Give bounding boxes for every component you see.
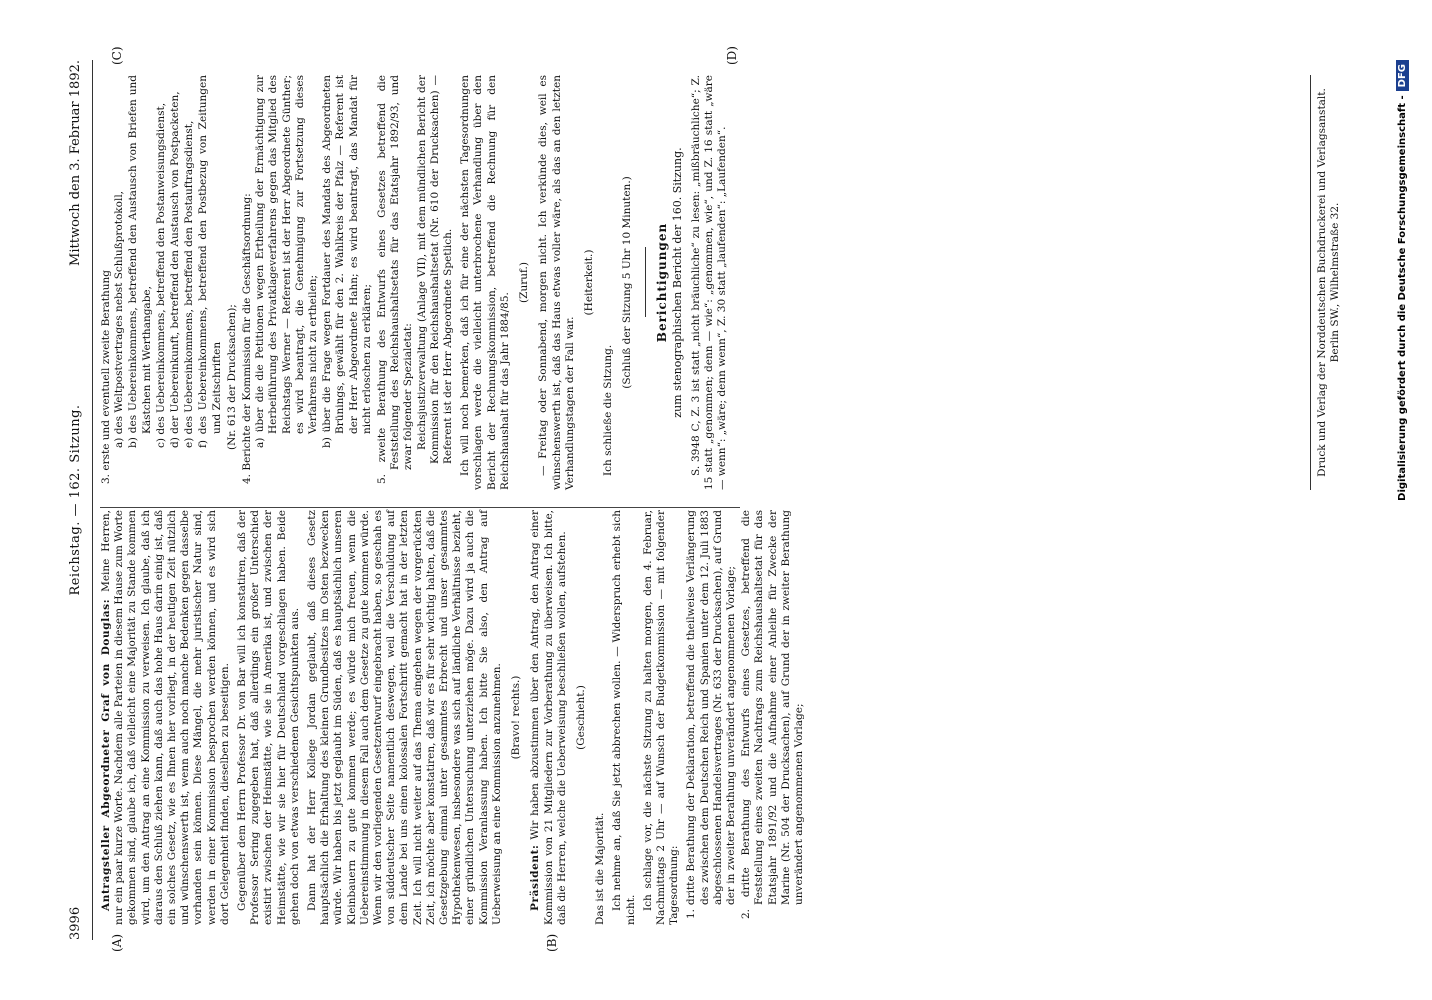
agenda-subitem: c) des Uebereinkommens, betreffend den Postanweisungsdienst,	[154, 102, 167, 448]
margin-mark-b: (B)	[545, 933, 559, 952]
agenda-subitems	[113, 75, 224, 470]
agenda-subitems	[254, 75, 374, 470]
speech-douglas	[100, 510, 232, 925]
agenda-item: 1. dritte Berathung der Deklaration, betreffend die theilweise Verlängerung des zwischen dem Deutschen Reich und Spanien unter dem 12. Juli 1883 abgeschlossenen Handelsvertrages (Nr. 633 der Drucksachen), auf Grund der in zweiter Berathung unverändert angenommenen Vorlage;	[685, 510, 737, 919]
agenda-subitem: a) des Weltpostvertrages nebst Schlußprotokoll,	[113, 190, 126, 448]
dfg-logo: DFG	[1396, 60, 1409, 91]
digitization-text: Digitalisierung gefördert durch die Deutsche Forschungsgemeinschaft -	[1397, 95, 1408, 501]
agenda-item-text: 3. erste und eventuell zweite Berathung	[100, 269, 112, 484]
speech-president	[529, 510, 569, 925]
corrections-title: Berichtigungen	[654, 222, 669, 343]
agenda-item: 2. dritte Berathung des Entwurfs eines Gesetzes, betreffend die Feststellung eines zweiten Nachtrags zum Reichshaushaltsetat für das Etatsjahr 1891/92 und die Aufnahme einer Anleihe für Zwecke der Marine (Nr. 504 der Drucksachen), auf Grund der in zweiter Berathung unverändert angenommenen Vorlage;	[740, 510, 805, 919]
paragraph: Gegenüber dem Herrn Professor Dr. von Bar will ich konstatiren, daß der Professor Sering zugegeben hat, daß allerdings ein großer Unterschied existirt zwischen der Heimstätte, wie sie in Amerika ist, und zwischen der Heimstätte, wie wir sie hier für Deutschland vorgeschlagen haben. Beide gehen doch von etwas verschiedenen Gesichtspunkten aus.	[236, 510, 301, 925]
paragraph: — Freitag oder Sonnabend, morgen nicht. Ich verkünde dies, weil es wünschenswerth ist, daß das Haus etwas voller wäre, als das an den letzten Verhandlungstagen der Fall war.	[537, 75, 576, 490]
printer-imprint: Druck und Verlag der Norddeutschen Buchdruckerei und Verlagsanstalt. Berlin SW., Wilhelmstraße 32.	[1316, 88, 1341, 477]
column-divider	[100, 507, 740, 508]
interjection: (Heiterkeit.)	[582, 249, 595, 316]
interjection: (Bravo! rechts.)	[510, 675, 523, 760]
agenda-item	[241, 75, 374, 490]
paragraph: Ich will noch bemerken, daß ich für eine der nächsten Tagesordnungen vorschlagen werde die vielleicht unterbrochene Verhandlung über den Bericht der Rechnungskommission, betreffend die Rechnung für den Reichshaushalt für das Jahr 1884/85.	[459, 75, 511, 490]
corrections-subtitle: zum stenographischen Bericht der 160. Sitzung.	[670, 147, 684, 418]
interjection: (Geschieht.)	[574, 685, 587, 750]
paragraph: Ich nehme an, daß Sie jetzt abbrechen wollen. — Widerspruch erhebt sich nicht.	[611, 510, 637, 925]
sitting-date: Mittwoch den 3. Februar 1892.	[68, 60, 83, 266]
digitization-credit	[1396, 60, 1409, 940]
agenda-subitem: d) der Uebereinkunft, betreffend den Austausch von Postpacketen,	[169, 91, 182, 448]
agenda-subitem: b) des Uebereinkommens, betreffend den Austausch von Briefen und Kästchen mit Werthangabe,	[127, 75, 153, 448]
footer-rule	[1310, 75, 1311, 490]
left-column	[100, 510, 810, 925]
agenda-item-text: 4. Berichte der Kommission für die Geschäftsordnung:	[241, 193, 254, 484]
margin-mark-c: (C)	[110, 46, 124, 65]
agenda-detail: Reichsjustizverwaltung (Anlage VII), mit dem mündlichen Bericht der Kommission für den Reichshaushaltsetat (Nr. 610 der Drucksachen) — Referent ist der Herr Abgeordnete Spetlich.	[415, 75, 455, 464]
interjection: (Zuruf.)	[518, 262, 531, 303]
speech-text: Wir haben abzustimmen über den Antrag, den Antrag einer Kommission von 21 Mitgliedern zur Vorberathung zu überweisen. Ich bitte, daß die Herren, welche die Ueberweisung beschließen wollen, aufstehen.	[529, 509, 568, 925]
page-number: 3996	[68, 906, 83, 940]
speaker-name: Antragsteller Abgeordneter Graf von Douglas:	[100, 598, 112, 911]
speech-text: Meine Herren, nur ein paar kurze Worte. Nachdem alle Parteien in diesem Hause zum Worte gekommen sind, glaube ich, daß vielleicht eine Majorität zu Stande kommen wird, um den Antrag an eine Kommission zu verweisen. Ich glaube, daß ich daraus den Schluß ziehen kann, daß auch das hohe Haus darin einig ist, daß ein solches Gesetz, wie es Ihnen hier vorliegt, in der heutigen Zeit nützlich und wünschenswerth ist, wenn auch noch manche Bedenken gegen dasselbe vorhanden sein können. Diese Mängel, die mehr juristischer Natur sind, werden in einer Kommission besprochen werden können, und es wird sich dort Gelegenheit finden, dieselben zu beseitigen.	[100, 510, 231, 925]
margin-mark-a: (A)	[110, 933, 124, 952]
paragraph: Das ist die Majorität.	[594, 812, 607, 925]
agenda-subitem: f) des Uebereinkommens, betreffend den Postbezug von Zeitungen und Zeitschriften	[197, 75, 223, 448]
paragraph: Ich schlage vor, die nächste Sitzung zu halten morgen, den 4. Februar, Nachmittags 2 Uhr — auf Wunsch der Budgetkommission — mit folgender Tagesordnung:	[641, 510, 681, 925]
agenda-item	[100, 75, 239, 490]
agenda-item-text: 5. zweite Berathung des Entwurfs eines Gesetzes betreffend die Feststellung des Reichshaushaltsetats für das Etatsjahr 1892/93, und zwar folgender Spezialetat:	[376, 75, 415, 484]
agenda-subitem: b) über die Frage wegen Fortdauer des Mandats des Abgeordneten Brünings, gewählt für den 2. Wahlkreis der Pfalz — Referent ist der Herr Abgeordnete Hahn; es wird beantragt, das Mandat für nicht erloschen zu erklären;	[321, 75, 373, 448]
section-rule	[645, 248, 646, 318]
paragraph: Dann hat der Herr Kollege Jordan geglaubt, daß dieses Gesetz hauptsächlich die Erhaltung des kleinen Grundbesitzes im Osten bezwecken würde. Wir haben bis jetzt geglaubt im Süden, daß es hauptsächlich unseren Kleinbauern zu gute kommen werde; es würde mich freuen, wenn die Uebereinstimmung in diesem Fall auch dem Gesetze zu gute kommen würde. Wenn wir den vorliegenden Gesetzentwurf eingebracht haben, so geschah es von süddeutscher Seite namentlich deswegen, weil die Verschuldung auf dem Lande bei uns einen kolossalen Fortschritt gemacht hat in der letzten Zeit. Ich will nicht weiter auf das Thema eingehen wegen der vorgerückten Zeit, ich möchte aber konstatiren, daß wir es für sehr wichtig halten, daß die Gesetzgebung einmal unter gesammtes Erbrecht und unser gesammtes Hypothekenwesen, insbesondere was sich auf ländliche Verhältnisse bezieht, einer gründlichen Untersuchung unterziehen möge. Dazu wird ja auch die Kommission Veranlassung haben. Ich bitte Sie also, den Antrag auf Ueberweisung an eine Kommission anzunehmen.	[306, 510, 503, 925]
running-title: Reichstag. — 162. Sitzung.	[68, 404, 83, 596]
speaker-name: Präsident:	[529, 844, 542, 911]
agenda-list	[685, 510, 806, 925]
agenda-subitem: e) des Uebereinkommens, betreffend den Postauftragsdienst,	[183, 120, 196, 448]
right-column	[100, 75, 734, 490]
agenda-subitem: a) über die die Petitionen wegen Ertheilung der Ermächtigung zur Herbeiführung des Privatklageverfahrens gegen das Mitglied des Reichstags Werner — Referent ist der Herr Abgeordnete Günther; es wird beantragt, die Genehmigung zur Fortsetzung dieses Verfahrens nicht zu ertheilen;	[254, 75, 320, 448]
corrections-text: S. 3948 C, Z. 3 ist statt „nicht bräuchliche“ zu lesen: „mißbräuchliche“; Z. 15 statt „genommen; denn — wie“: „genommen, wie“, und Z. 16 statt „wäre — wenn“: „wäre; denn wenn“, Z. 30 statt „laufenden“: „Laufenden“.	[689, 75, 729, 490]
paragraph: Ich schließe die Sitzung.	[602, 344, 615, 476]
page-header	[64, 60, 93, 940]
agenda-item	[376, 75, 455, 490]
agenda-reference: (Nr. 613 der Drucksachen);	[225, 304, 238, 450]
agenda-list-continued	[100, 75, 455, 490]
session-close: (Schluß der Sitzung 5 Uhr 10 Minuten.)	[621, 176, 634, 389]
margin-mark-d: (D)	[725, 46, 739, 65]
